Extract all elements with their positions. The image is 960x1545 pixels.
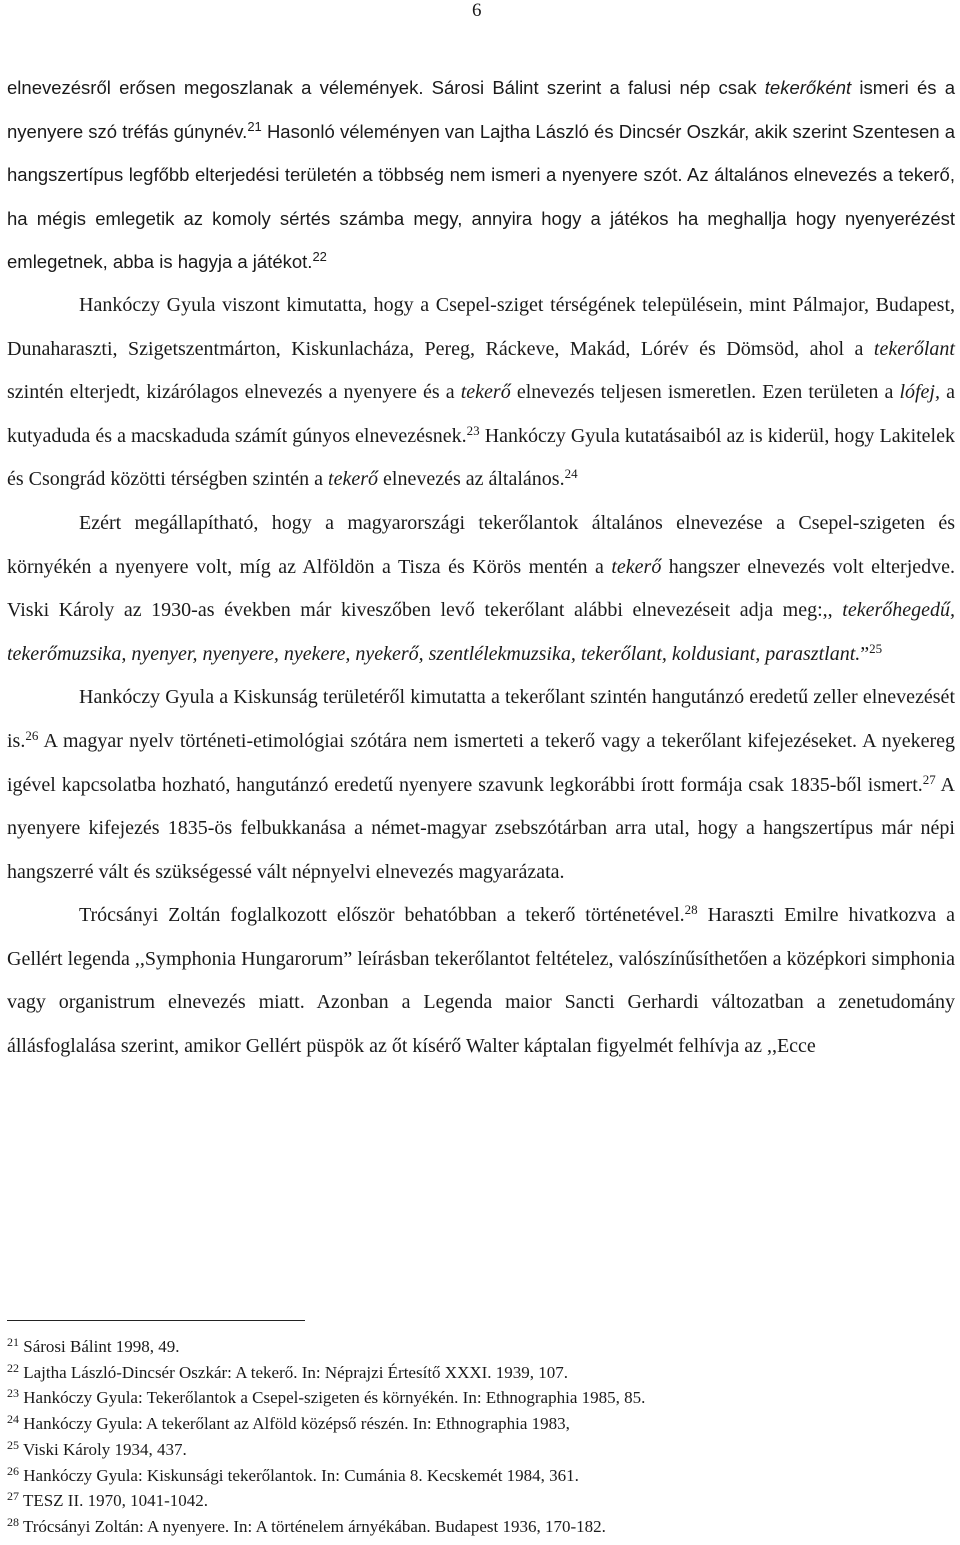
footnote-21	[7, 1334, 955, 1360]
text-span: ”	[860, 642, 870, 665]
text-span: a kutyaduda és a macskaduda számít gúnyos elnevezésnek.	[7, 381, 955, 447]
paragraph-1	[7, 66, 955, 284]
text-span: elnevezésről erősen megoszlanak a vélemények. Sárosi Bálint szerint a falusi nép csak	[7, 77, 765, 98]
paragraph-2	[7, 284, 955, 502]
footnote-25	[7, 1437, 955, 1463]
footnote-23	[7, 1385, 955, 1411]
italic-term: tekerőlant	[873, 337, 955, 360]
text-span: Hasonló véleményen van Lajtha László és Dincsér Oszkár, akik szerint Szentesen a hangszertípus legfőbb elterjedési területén a többség nem ismeri a nyenyere szót. Az általános elnevezés a tekerő, ha mégis emlegetik az komoly sértés számba megy, annyira hogy a játékos ha meghallja hogy nyenyerézést emlegetnek, abba is hagyja a játékot.	[7, 120, 955, 273]
text-span: Hankóczy Gyula a Kiskunság területéről kimutatta a tekerőlant szintén hangutánzó eredetű zeller elnevezését is.	[7, 686, 955, 752]
footnote-26	[7, 1463, 955, 1489]
footnote-text: Hankóczy Gyula: Tekerőlantok a Csepel-szigeten és környékén. In: Ethnographia 1985, 85.	[19, 1388, 646, 1408]
text-span: A nyenyere kifejezés 1835-ös felbukkanása a német-magyar zsebszótárban arra utal, hogy a hangszertípus már népi hangszerré vált és szükségessé vált népnyelvi elnevezés magyarázata.	[7, 773, 955, 883]
footnote-ref-23[interactable]: 23	[466, 422, 480, 438]
text-span: elnevezés az általános.	[378, 468, 565, 491]
text-span: A magyar nyelv történeti-etimológiai szótára nem ismerteti a tekerő vagy a tekerőlant kifejezéseket. A nyekereg igével kapcsolatba hozható, hangutánzó eredetű nyenyere szavunk legkorábbi írott formája csak 1835-ből ismert.	[7, 729, 955, 796]
footnote-number: 24	[7, 1412, 19, 1427]
text-span: szintén elterjedt, kizárólagos elnevezés a nyenyere és a	[7, 381, 461, 404]
italic-term-list: tekerőhegedű, tekerőmuzsika, nyenyer, nyenyere, nyekere, nyekerő, szentlélekmuzsika, tekerőlant, koldusiant, parasztlant.	[7, 599, 955, 665]
footnote-ref-26[interactable]: 26	[25, 727, 39, 743]
footnote-24	[7, 1411, 955, 1437]
footnote-number: 27	[7, 1489, 19, 1504]
footnote-28	[7, 1514, 955, 1540]
body-text	[7, 66, 955, 1069]
text-span: Hankóczy Gyula kutatásaiból az is kiderül, hogy Lakitelek és Csongrád közötti térségben szintén a	[7, 424, 955, 491]
text-span: Hankóczy Gyula viszont kimutatta, hogy a Csepel-sziget térségének településein, mint Pálmajor, Budapest, Dunaharaszti, Szigetszentmárton, Kiskunlacháza, Pereg, Ráckeve, Makád, Lórév és Dömsöd, ahol a	[7, 293, 955, 360]
footnote-text: Hankóczy Gyula: Kiskunsági tekerőlantok. In: Cumánia 8. Kecskemét 1984, 361.	[19, 1465, 579, 1485]
text-span: hangszer elnevezés volt elterjedve. Viski Károly az 1930-as években már kiveszőben levő tekerőlant alábbi elnevezéseit adja meg:,,	[7, 555, 956, 622]
italic-term: lófej,	[899, 381, 940, 404]
italic-term: tekerő	[611, 555, 662, 578]
footnotes	[7, 1334, 955, 1540]
footnote-text: TESZ II. 1970, 1041-1042.	[19, 1491, 209, 1511]
text-span: Ezért megállapítható, hogy a magyarországi tekerőlantok általános elnevezése a Csepel-szigeten és környékén a nyenyere volt, míg az Alföldön a Tisza és Körös mentén a	[7, 511, 955, 578]
text-span: Haraszti Emilre hivatkozva a Gellért legenda ,,Symphonia Hungarorum” leírásban tekerőlantot feltételez, valószínűsíthetően a középkori simphonia vagy organistrum elnevezés miatt. Azonban a Legenda maior Sancti Gerhardi változatban a zenetudomány állásfoglalása szerint, amikor Gellért püspök az őt kísérő Walter káptalan figyelmét felhívja az ,,Ecce	[7, 904, 955, 1058]
footnote-text: Lajtha László-Dincsér Oszkár: A tekerő. In: Néprajzi Értesítő XXXI. 1939, 107.	[19, 1362, 569, 1382]
footnote-ref-27[interactable]: 27	[922, 771, 936, 787]
footnote-ref-25[interactable]: 25	[869, 640, 883, 656]
footnote-number: 25	[7, 1437, 19, 1452]
footnote-27	[7, 1488, 955, 1514]
footnote-number: 21	[7, 1335, 19, 1349]
footnote-text: Trócsányi Zoltán: A nyenyere. In: A történelem árnyékában. Budapest 1936, 170-182.	[19, 1516, 606, 1536]
paragraph-3	[7, 502, 955, 676]
footnote-number: 23	[7, 1386, 19, 1401]
text-span: Trócsányi Zoltán foglalkozott először behatóbban a tekerő történetével.	[79, 904, 685, 927]
footnote-ref-21[interactable]: 21	[247, 118, 262, 134]
italic-term: tekerő	[328, 468, 379, 491]
footnote-ref-24[interactable]: 24	[564, 466, 578, 482]
footnote-ref-22[interactable]: 22	[312, 249, 327, 265]
footnote-number: 26	[7, 1463, 19, 1478]
footnote-divider	[7, 1320, 305, 1321]
footnote-text: Viski Károly 1934, 437.	[19, 1439, 187, 1459]
paragraph-4	[7, 676, 955, 894]
footnote-number: 28	[7, 1514, 19, 1529]
text-span: ismeri és a nyenyere szó tréfás gúnynév.	[7, 77, 956, 142]
italic-term: tekerőként	[764, 77, 852, 98]
footnote-ref-28[interactable]: 28	[684, 902, 698, 918]
footnote-number: 22	[7, 1360, 19, 1375]
text-span: elnevezés teljesen ismeretlen. Ezen területen a	[510, 381, 900, 404]
footnote-22	[7, 1360, 955, 1386]
footnote-text: Sárosi Bálint 1998, 49.	[19, 1337, 180, 1356]
footnote-text: Hankóczy Gyula: A tekerőlant az Alföld középső részén. In: Ethnographia 1983,	[19, 1414, 570, 1434]
paragraph-5	[7, 894, 955, 1068]
page-number: 6	[472, 0, 482, 21]
italic-term: tekerő	[460, 381, 511, 404]
